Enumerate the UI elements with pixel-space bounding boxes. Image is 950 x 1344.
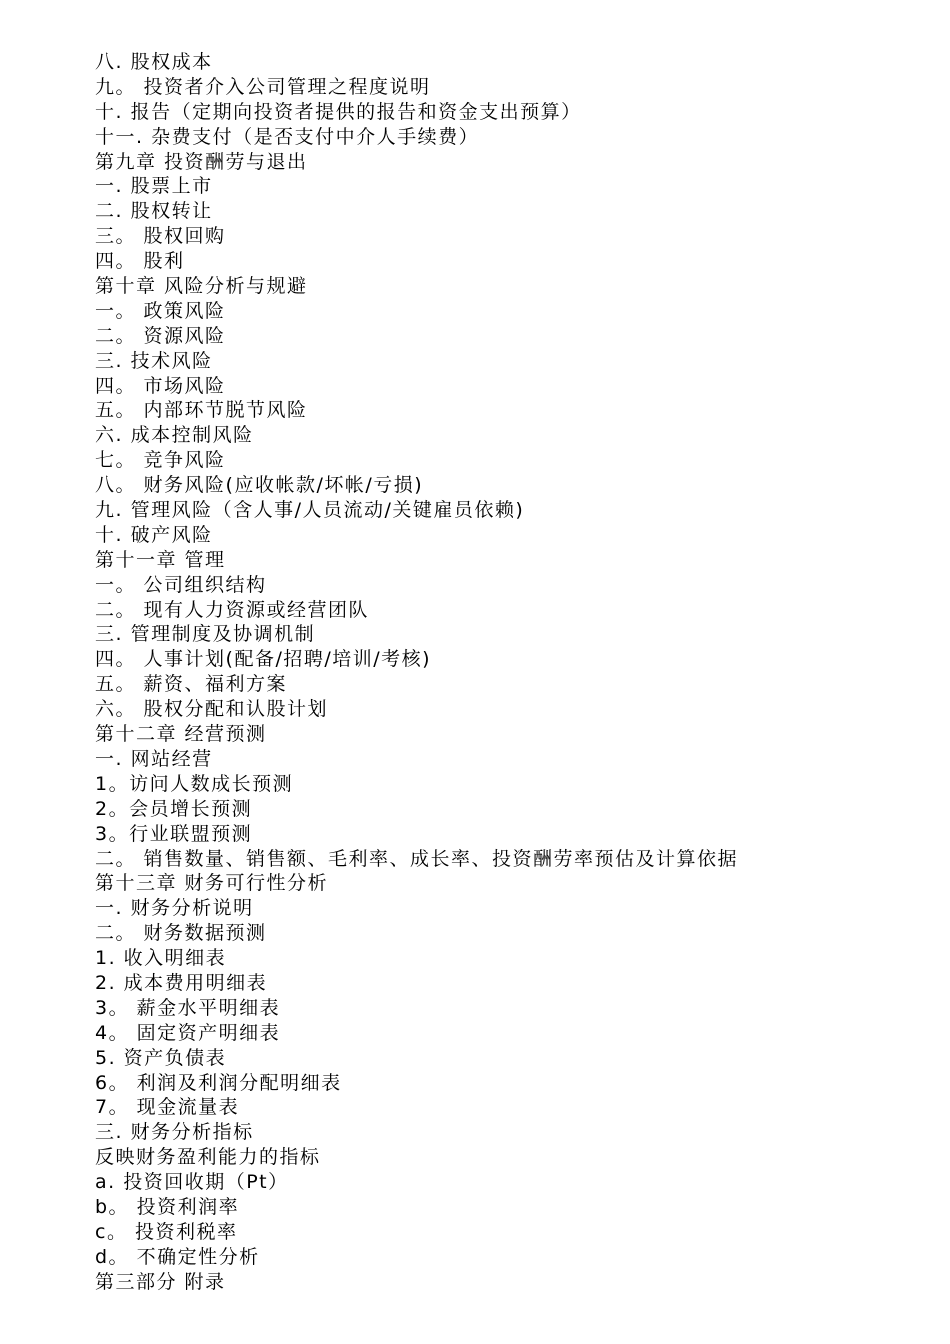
indicator-a: a. 投资回收期（Pt）	[95, 1171, 289, 1194]
part-3-appendix-heading: 第三部分 附录	[95, 1270, 226, 1293]
chapter-9-item-2: 二. 股权转让	[95, 200, 213, 223]
chapter-9-item-3: 三。 股权回购	[95, 225, 226, 248]
item-8-equity-cost: 八. 股权成本	[95, 51, 213, 73]
chapter-9-item-1: 一. 股票上市	[95, 175, 213, 198]
chapter-10-item-6: 六. 成本控制风险	[95, 424, 254, 447]
chapter-10-item-9: 九. 管理风险（含人事/人员流动/关键雇员依赖)	[95, 499, 525, 522]
chapter-13-item-3: 三. 财务分析指标	[95, 1121, 254, 1144]
chapter-11-heading: 第十一章 管理	[95, 548, 226, 571]
chapter-10-item-10: 十. 破产风险	[95, 523, 213, 546]
chapter-13-item-2: 二。 财务数据预测	[95, 922, 267, 945]
chapter-12-item-2: 二。 销售数量、销售额、毛利率、成长率、投资酬劳率预估及计算依据	[95, 847, 739, 870]
indicator-c: c。 投资利税率	[95, 1220, 238, 1243]
chapter-11-item-5: 五。 薪资、福利方案	[95, 673, 288, 696]
document-body	[95, 50, 915, 1295]
item-9-investor-involvement: 九。 投资者介入公司管理之程度说明	[95, 75, 431, 98]
chapter-9-item-4: 四。 股利	[95, 250, 185, 273]
indicator-d: d。 不确定性分析	[95, 1245, 260, 1268]
chapter-10-item-5: 五。 内部环节脱节风险	[95, 399, 308, 422]
chapter-11-item-2: 二。 现有人力资源或经营团队	[95, 598, 370, 621]
indicator-b: b。 投资利润率	[95, 1195, 240, 1218]
chapter-13-subitem-5: 5. 资产负债表	[95, 1046, 227, 1069]
chapter-13-subitem-2: 2. 成本费用明细表	[95, 971, 268, 994]
chapter-10-item-1: 一。 政策风险	[95, 299, 226, 322]
chapter-10-item-3: 三. 技术风险	[95, 349, 213, 372]
chapter-11-item-6: 六。 股权分配和认股计划	[95, 698, 329, 721]
chapter-11-item-4: 四。 人事计划(配备/招聘/培训/考核)	[95, 648, 432, 671]
item-11-misc-fees: 十一. 杂费支付（是否支付中介人手续费）	[95, 125, 480, 148]
chapter-12-subitem-1: 1。访问人数成长预测	[95, 772, 294, 795]
chapter-13-heading: 第十三章 财务可行性分析	[95, 872, 329, 895]
chapter-9-heading: 第九章 投资酬劳与退出	[95, 150, 308, 173]
chapter-10-item-8: 八。 财务风险(应收帐款/坏帐/亏损)	[95, 474, 424, 497]
item-10-reports: 十. 报告（定期向投资者提供的报告和资金支出预算）	[95, 100, 582, 123]
chapter-13-subitem-4: 4。 固定资产明细表	[95, 1021, 281, 1044]
chapter-11-item-3: 三. 管理制度及协调机制	[95, 623, 316, 646]
chapter-12-subitem-2: 2。会员增长预测	[95, 797, 253, 820]
chapter-12-item-1: 一. 网站经营	[95, 747, 213, 770]
chapter-10-item-4: 四。 市场风险	[95, 374, 226, 397]
chapter-12-heading: 第十二章 经营预测	[95, 723, 267, 746]
chapter-13-item-1: 一. 财务分析说明	[95, 897, 254, 920]
chapter-10-item-7: 七。 竞争风险	[95, 449, 226, 472]
chapter-13-subitem-3: 3。 薪金水平明细表	[95, 996, 281, 1019]
chapter-11-item-1: 一。 公司组织结构	[95, 573, 267, 596]
chapter-10-item-2: 二。 资源风险	[95, 324, 226, 347]
chapter-13-subitem-7: 7。 现金流量表	[95, 1096, 240, 1119]
chapter-13-subitem-6: 6。 利润及利润分配明细表	[95, 1071, 342, 1094]
chapter-10-heading: 第十章 风险分析与规避	[95, 275, 308, 298]
chapter-12-subitem-3: 3。行业联盟预测	[95, 822, 253, 845]
chapter-13-subitem-1: 1. 收入明细表	[95, 947, 227, 970]
profitability-indicators-heading: 反映财务盈利能力的指标	[95, 1146, 321, 1169]
